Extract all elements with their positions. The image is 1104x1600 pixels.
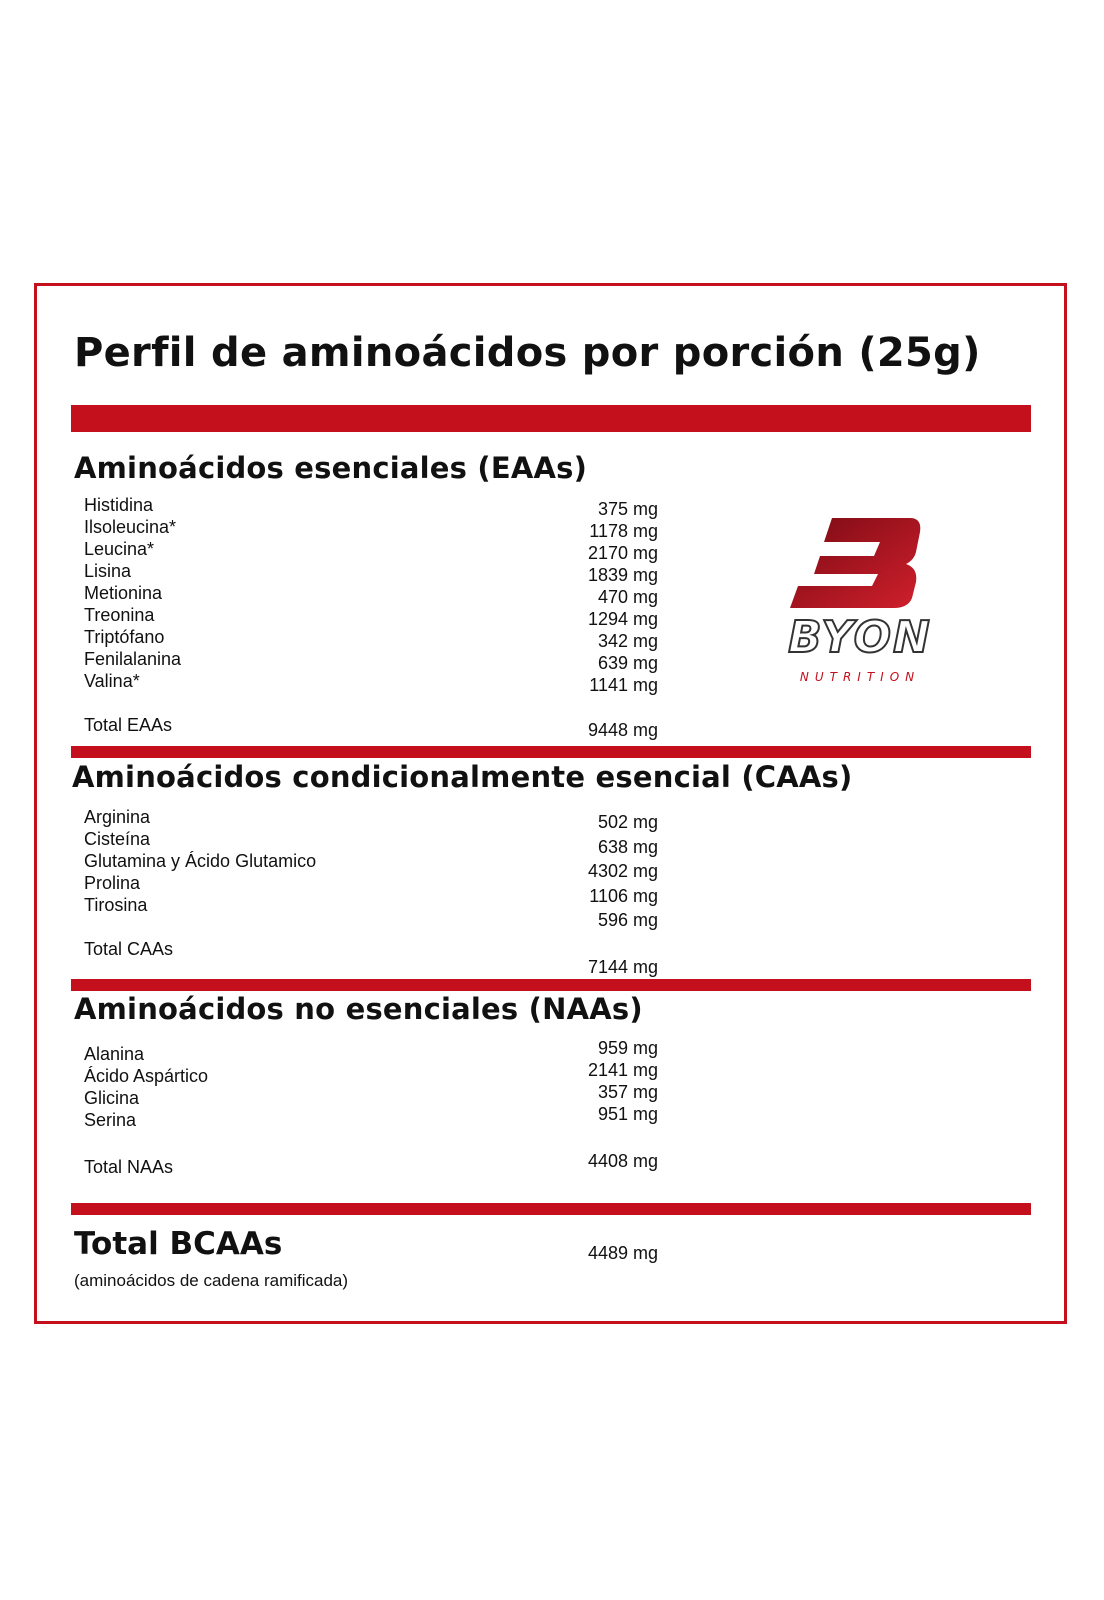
list-item: Metionina [84, 583, 163, 603]
list-value: 342 mg [597, 631, 658, 651]
list-value: 470 mg [597, 587, 658, 607]
naas-values [458, 1037, 658, 1125]
list-value: 1839 mg [587, 565, 658, 585]
list-item: Glutamina y Ácido Glutamico [84, 851, 317, 871]
naas-names [84, 1043, 208, 1131]
list-item: Tirosina [84, 895, 148, 915]
eaas-names [84, 494, 181, 692]
eaas-heading: Aminoácidos esenciales (EAAs) [74, 451, 588, 485]
list-value: 1141 mg [589, 675, 658, 695]
list-item: Cisteína [84, 829, 151, 849]
list-item: Ilsoleucina* [84, 517, 177, 537]
divider-bar [71, 746, 1031, 758]
eaas-total-value: 9448 mg [587, 720, 658, 740]
list-value: 638 mg [597, 836, 658, 857]
list-item: Treonina [84, 605, 155, 625]
logo-tagline: NUTRITION [799, 670, 921, 684]
naas-total-value: 4408 mg [587, 1151, 658, 1171]
divider-bar [71, 405, 1031, 432]
page-title: Perfil de aminoácidos por porción (25g) [74, 330, 981, 376]
list-value: 596 mg [597, 910, 658, 930]
bcaas-heading: Total BCAAs [74, 1226, 283, 1262]
list-value: 1294 mg [587, 609, 658, 629]
list-item: Alanina [84, 1044, 145, 1064]
byon-b-logo-icon [770, 512, 960, 692]
list-value: 375 mg [597, 499, 658, 519]
caas-names [84, 806, 316, 916]
list-item: Histidina [84, 495, 154, 515]
divider-bar [71, 1203, 1031, 1215]
list-value: 4302 mg [587, 861, 658, 881]
list-item: Prolina [84, 873, 141, 893]
caas-values [458, 810, 658, 933]
naas-total-label: Total NAAs [84, 1157, 174, 1177]
list-item: Triptófano [84, 627, 165, 647]
byon-logo [770, 512, 960, 692]
caas-total-value: 7144 mg [587, 957, 658, 977]
list-item: Lisina [84, 561, 132, 581]
divider-bar [71, 979, 1031, 991]
list-value: 1106 mg [589, 885, 658, 906]
list-value: 639 mg [597, 653, 658, 673]
list-value: 2170 mg [587, 543, 658, 563]
list-value: 959 mg [597, 1038, 658, 1058]
list-value: 502 mg [597, 812, 658, 832]
eaas-total-label: Total EAAs [84, 715, 173, 735]
eaas-values [458, 498, 658, 696]
list-value: 951 mg [597, 1104, 658, 1124]
logo-brand: BYON [788, 612, 932, 663]
list-item: Valina* [84, 671, 140, 691]
list-value: 2141 mg [587, 1060, 658, 1080]
list-item: Arginina [84, 807, 151, 827]
list-item: Leucina* [84, 539, 155, 559]
list-item: Glicina [84, 1088, 140, 1108]
caas-heading: Aminoácidos condicionalmente esencial (CAAs) [72, 760, 853, 794]
list-value: 1178 mg [589, 521, 658, 541]
list-item: Fenilalanina [84, 649, 182, 669]
list-value: 357 mg [597, 1082, 658, 1102]
bcaas-value: 4489 mg [587, 1243, 658, 1263]
list-item: Serina [84, 1110, 137, 1130]
naas-heading: Aminoácidos no esenciales (NAAs) [74, 992, 643, 1026]
bcaas-subtitle: (aminoácidos de cadena ramificada) [74, 1271, 349, 1290]
caas-total-label: Total CAAs [84, 939, 174, 959]
list-item: Ácido Aspártico [84, 1066, 209, 1086]
